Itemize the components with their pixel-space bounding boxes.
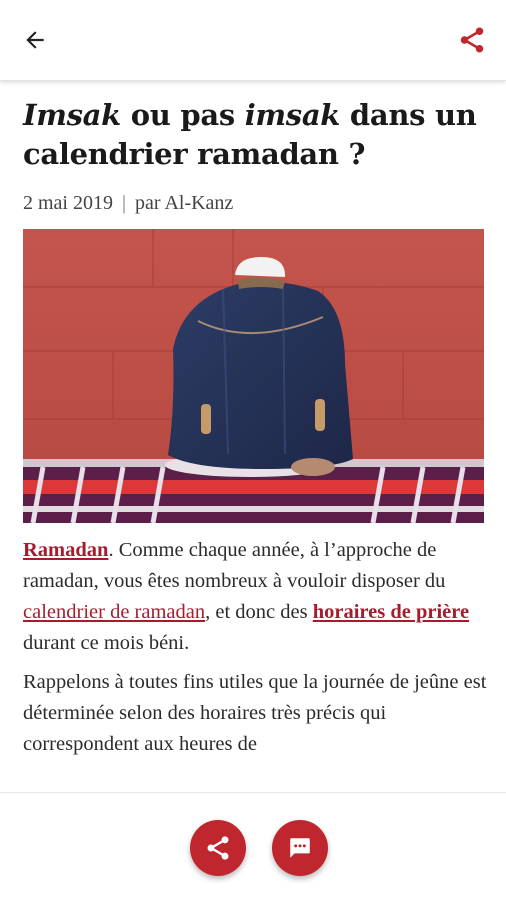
prayer-photo (23, 229, 484, 523)
back-button[interactable] (22, 20, 66, 60)
arrow-left-icon (22, 27, 48, 53)
article-title (23, 96, 493, 174)
share-fab[interactable] (190, 820, 246, 876)
top-app-bar (0, 0, 506, 81)
title-text-2: dans un calendrier ramadan ? (23, 98, 477, 171)
link-horaires-priere[interactable]: horaires de prière (312, 601, 470, 623)
article-body (23, 535, 488, 768)
title-imsak-2: imsak (244, 98, 341, 132)
article-content[interactable] (0, 82, 506, 790)
comment-fab[interactable] (272, 820, 328, 876)
comment-icon (287, 835, 313, 861)
article-meta (23, 192, 233, 215)
paragraph-1 (23, 535, 488, 659)
title-imsak-1: Imsak (23, 98, 121, 132)
article-date: 2 mai 2019 (23, 192, 113, 214)
share-button-top[interactable] (452, 20, 492, 60)
link-calendrier-ramadan[interactable]: calendrier de ramadan (23, 601, 206, 623)
paragraph-1-text-2: , et donc des (205, 601, 313, 623)
share-icon (204, 834, 232, 862)
article-author[interactable]: par Al-Kanz (135, 192, 234, 214)
link-ramadan[interactable]: Ramadan (23, 539, 109, 561)
share-icon (457, 25, 487, 55)
bottom-action-bar (0, 792, 506, 901)
paragraph-1-text-1: . Comme chaque année, à l’approche de ramadan, vous êtes nombreux à vouloir disposer du (23, 539, 446, 592)
meta-separator: | (122, 192, 127, 214)
paragraph-1-text-3: durant ce mois béni. (23, 632, 190, 654)
title-text-1: ou pas (120, 98, 245, 132)
paragraph-2: Rappelons à toutes fins utiles que la journée de jeûne est déterminée selon des horaires très précis qui correspondent aux heures de (23, 671, 487, 755)
article-image[interactable] (23, 229, 484, 523)
